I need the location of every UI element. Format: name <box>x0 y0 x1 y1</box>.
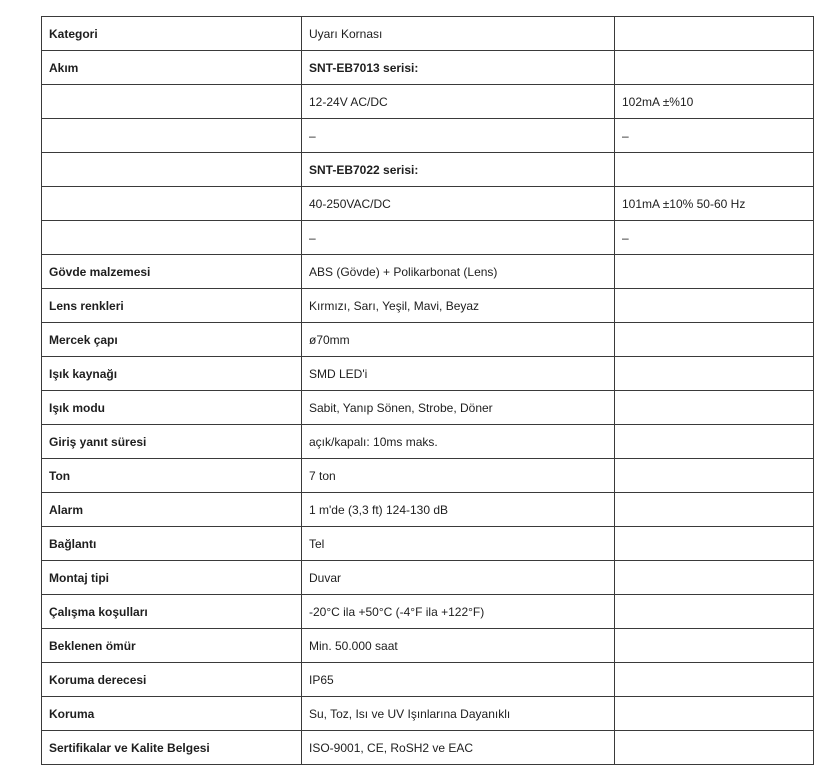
row-extra <box>615 17 814 51</box>
row-label: Giriş yanıt süresi <box>42 425 302 459</box>
row-value: 40-250VAC/DC <box>302 187 615 221</box>
row-label: Sertifikalar ve Kalite Belgesi <box>42 731 302 765</box>
table-row <box>42 595 814 629</box>
row-value: ø70mm <box>302 323 615 357</box>
table-row <box>42 221 814 255</box>
row-value: ISO-9001, CE, RoSH2 ve EAC <box>302 731 615 765</box>
row-value: ABS (Gövde) + Polikarbonat (Lens) <box>302 255 615 289</box>
row-extra <box>615 527 814 561</box>
row-value: açık/kapalı: 10ms maks. <box>302 425 615 459</box>
row-extra <box>615 255 814 289</box>
row-value: 1 m'de (3,3 ft) 124-130 dB <box>302 493 615 527</box>
table-row <box>42 51 814 85</box>
table-row <box>42 663 814 697</box>
row-value: Su, Toz, Isı ve UV Işınlarına Dayanıklı <box>302 697 615 731</box>
row-extra <box>615 153 814 187</box>
row-extra <box>615 425 814 459</box>
row-value: IP65 <box>302 663 615 697</box>
series-heading: SNT-EB7022 serisi: <box>309 162 419 177</box>
row-label: Mercek çapı <box>42 323 302 357</box>
row-extra <box>615 629 814 663</box>
row-extra <box>615 561 814 595</box>
spec-table-body <box>42 17 814 765</box>
table-row <box>42 697 814 731</box>
table-row <box>42 153 814 187</box>
row-value <box>302 51 615 85</box>
row-label <box>42 85 302 119</box>
table-row <box>42 255 814 289</box>
row-label <box>42 119 302 153</box>
row-label <box>42 153 302 187</box>
row-label: Alarm <box>42 493 302 527</box>
row-label: Çalışma koşulları <box>42 595 302 629</box>
row-label: Koruma <box>42 697 302 731</box>
table-row <box>42 187 814 221</box>
row-value: Sabit, Yanıp Sönen, Strobe, Döner <box>302 391 615 425</box>
row-extra <box>615 459 814 493</box>
spec-table <box>41 16 814 765</box>
table-row <box>42 459 814 493</box>
table-row <box>42 119 814 153</box>
row-label <box>42 187 302 221</box>
row-label: Beklenen ömür <box>42 629 302 663</box>
table-row <box>42 493 814 527</box>
table-row <box>42 527 814 561</box>
row-extra <box>615 595 814 629</box>
row-value: 12-24V AC/DC <box>302 85 615 119</box>
series-heading: SNT-EB7013 serisi: <box>309 60 419 75</box>
table-row <box>42 17 814 51</box>
row-extra <box>615 391 814 425</box>
row-label: Işık modu <box>42 391 302 425</box>
row-value: SMD LED'i <box>302 357 615 391</box>
table-row <box>42 323 814 357</box>
row-value: Kırmızı, Sarı, Yeşil, Mavi, Beyaz <box>302 289 615 323</box>
table-row <box>42 289 814 323</box>
row-value: Tel <box>302 527 615 561</box>
row-extra <box>615 289 814 323</box>
row-extra: – <box>615 119 814 153</box>
table-row <box>42 561 814 595</box>
row-extra: – <box>615 221 814 255</box>
row-extra <box>615 731 814 765</box>
row-extra <box>615 357 814 391</box>
row-value: – <box>302 221 615 255</box>
row-extra <box>615 51 814 85</box>
row-label: Akım <box>42 51 302 85</box>
row-value: 7 ton <box>302 459 615 493</box>
row-label: Gövde malzemesi <box>42 255 302 289</box>
row-extra <box>615 697 814 731</box>
row-label <box>42 221 302 255</box>
table-row <box>42 391 814 425</box>
row-value: Duvar <box>302 561 615 595</box>
row-extra: 102mA ±%10 <box>615 85 814 119</box>
row-label: Koruma derecesi <box>42 663 302 697</box>
table-row <box>42 731 814 765</box>
table-row <box>42 629 814 663</box>
table-row <box>42 425 814 459</box>
row-extra <box>615 323 814 357</box>
row-extra <box>615 493 814 527</box>
row-extra: 101mA ±10% 50-60 Hz <box>615 187 814 221</box>
row-value: -20°C ila +50°C (-4°F ila +122°F) <box>302 595 615 629</box>
row-label: Işık kaynağı <box>42 357 302 391</box>
row-value: – <box>302 119 615 153</box>
row-label: Bağlantı <box>42 527 302 561</box>
row-value <box>302 153 615 187</box>
table-row <box>42 85 814 119</box>
row-label: Ton <box>42 459 302 493</box>
row-label: Lens renkleri <box>42 289 302 323</box>
row-extra <box>615 663 814 697</box>
table-row <box>42 357 814 391</box>
row-value: Uyarı Kornası <box>302 17 615 51</box>
row-label: Kategori <box>42 17 302 51</box>
row-value: Min. 50.000 saat <box>302 629 615 663</box>
row-label: Montaj tipi <box>42 561 302 595</box>
